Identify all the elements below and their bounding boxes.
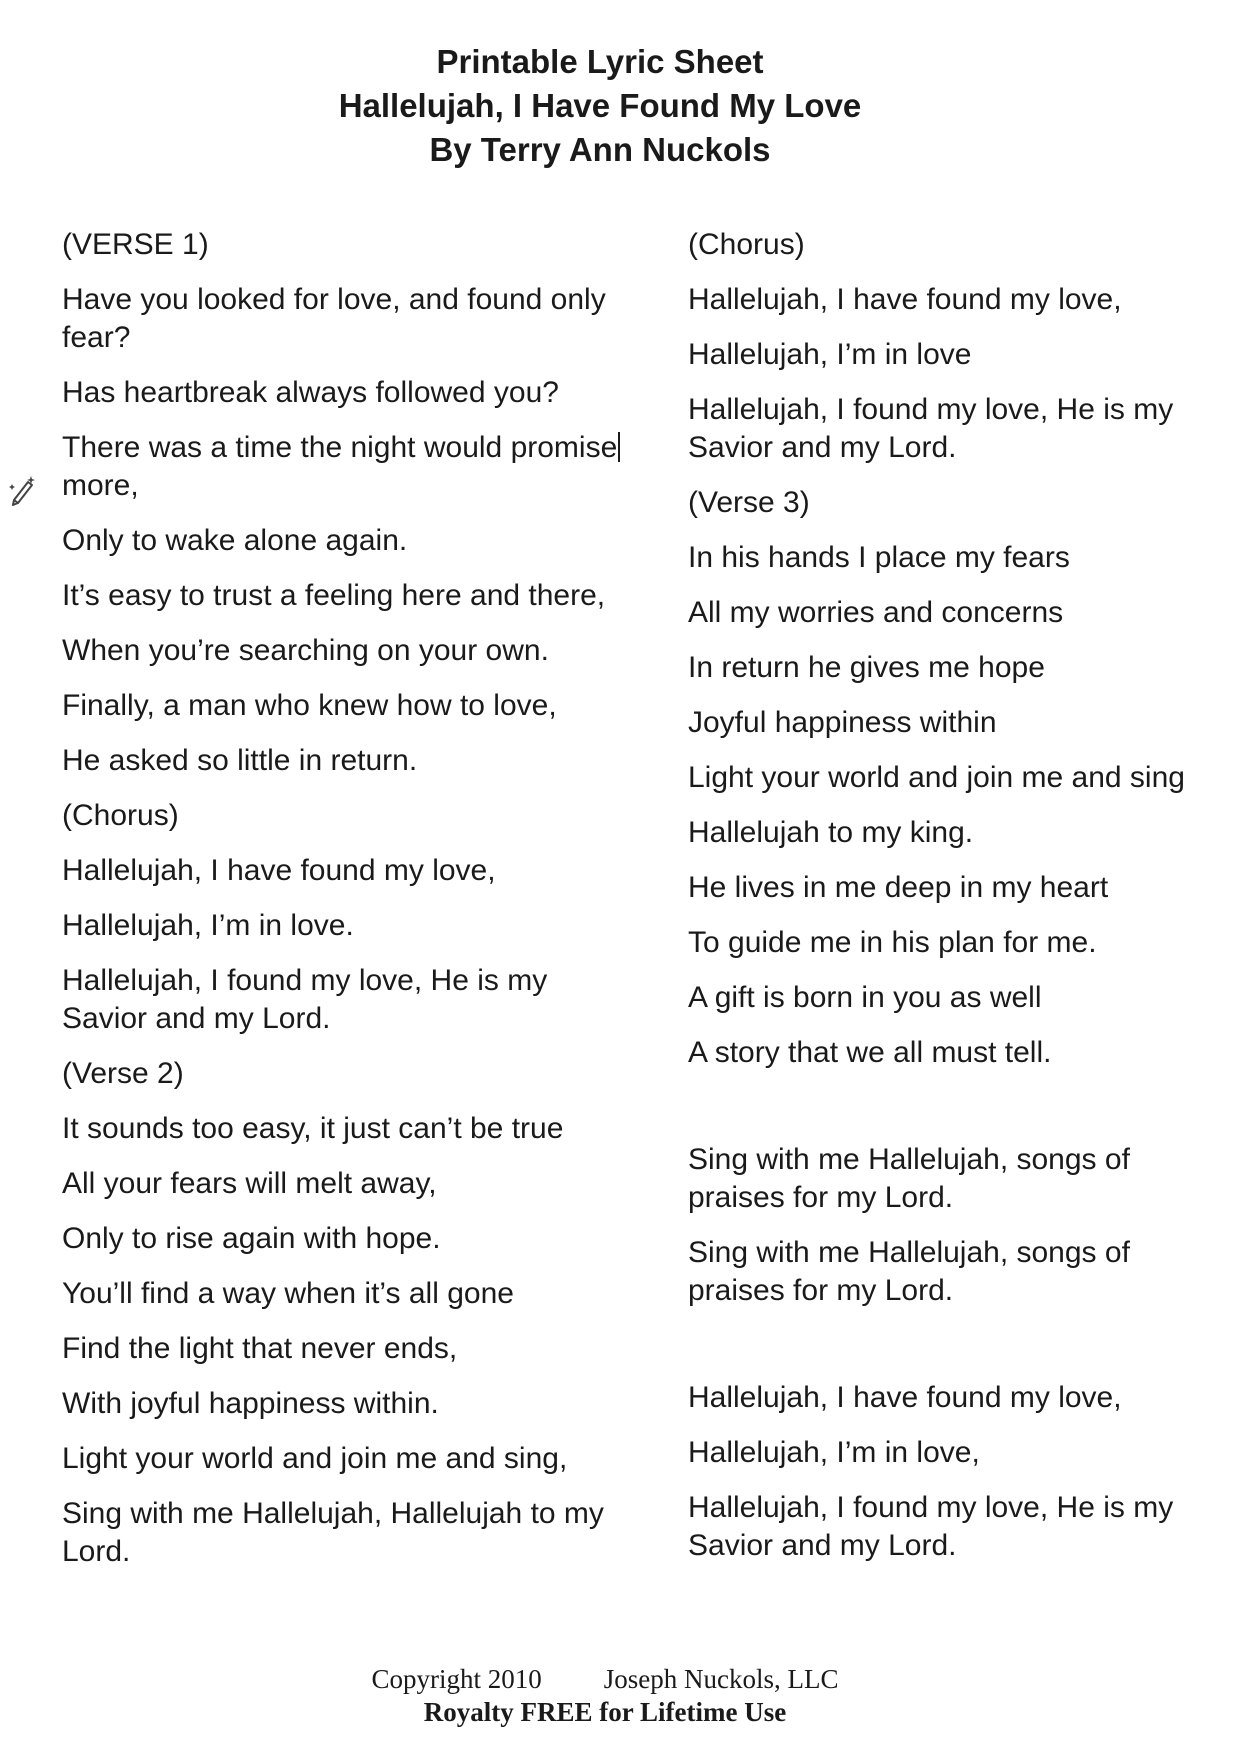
lyric-line: Hallelujah, I found my love, He is my Savior and my Lord. [688,393,1174,464]
lyric-line: Hallelujah, I’m in love. [62,909,354,942]
company-name: Joseph Nuckols, LLC [603,1664,839,1694]
lyric-line: In his hands I place my fears [688,541,1070,574]
royalty-notice: Royalty FREE for Lifetime Use [423,1697,787,1727]
lyric-line: He lives in me deep in my heart [688,871,1109,904]
lyric-line: Hallelujah to my king. [688,816,974,849]
lyric-line: All my worries and concerns [688,596,1064,629]
lyric-line: Only to rise again with hope. [62,1222,441,1255]
blank-line [688,1089,1218,1141]
lyric-line: To guide me in his plan for me. [688,926,1097,959]
chorus-label: (Chorus) [688,228,805,261]
text-cursor [618,432,620,462]
copyright-notice: Copyright 2010 [371,1664,542,1694]
lyric-line: Joyful happiness within [688,706,997,739]
lyric-line: Hallelujah, I’m in love [688,338,972,371]
lyric-line: All your fears will melt away, [62,1167,437,1200]
lyric-line: With joyful happiness within. [62,1387,439,1420]
lyric-line[interactable] [62,429,622,505]
lyric-line: Light your world and join me and sing [688,761,1185,794]
lyric-line: Has heartbreak always followed you? [62,376,559,409]
lyric-line: Sing with me Hallelujah, Hallelujah to my Lord. [62,1497,604,1568]
verse-3-label: (Verse 3) [688,486,810,519]
lyric-line: Hallelujah, I found my love, He is my Savior and my Lord. [62,964,548,1035]
lyric-line: Finally, a man who knew how to love, [62,689,557,722]
lyric-line: It sounds too easy, it just can’t be true [62,1112,564,1145]
lyric-line: Light your world and join me and sing, [62,1442,568,1475]
lyric-line: Sing with me Hallelujah, songs of praises for my Lord. [688,1236,1130,1307]
sheet-title: Printable Lyric Sheet [436,43,764,80]
song-title: Hallelujah, I Have Found My Love [338,87,862,124]
lyric-line: He asked so little in return. [62,744,418,777]
verse-1-label: (VERSE 1) [62,228,209,261]
lyric-line: Hallelujah, I have found my love, [62,854,496,887]
verse-2-label: (Verse 2) [62,1057,184,1090]
chorus-label: (Chorus) [62,799,179,832]
lyrics-right-column [688,226,1218,1582]
lyric-line: You’ll find a way when it’s all gone [62,1277,514,1310]
lyric-line: Sing with me Hallelujah, songs of praises for my Lord. [688,1143,1130,1214]
lyric-text-after-caret: more, [62,469,139,502]
lyrics-left-column [62,226,622,1588]
blank-line [688,1327,1218,1379]
lyric-line: A story that we all must tell. [688,1036,1052,1069]
song-author: By Terry Ann Nuckols [429,131,771,168]
lyric-line: A gift is born in you as well [688,981,1042,1014]
document-header [0,40,1200,172]
lyric-line: Have you looked for love, and found only fear? [62,283,606,354]
lyric-line: Hallelujah, I’m in love, [688,1436,980,1469]
lyric-line: Hallelujah, I have found my love, [688,283,1122,316]
copyright-line [0,1663,1210,1696]
lyric-text-before-caret: There was a time the night would promise [62,431,618,464]
lyric-line: In return he gives me hope [688,651,1045,684]
lyric-line: It’s easy to trust a feeling here and there, [62,579,606,612]
pen-sparkle-icon[interactable] [8,474,40,506]
lyric-line: Only to wake alone again. [62,524,408,557]
lyric-line: Hallelujah, I found my love, He is my Savior and my Lord. [688,1491,1174,1562]
lyric-line: Hallelujah, I have found my love, [688,1381,1122,1414]
document-footer [0,1663,1210,1729]
lyric-line: Find the light that never ends, [62,1332,458,1365]
lyric-line: When you’re searching on your own. [62,634,549,667]
